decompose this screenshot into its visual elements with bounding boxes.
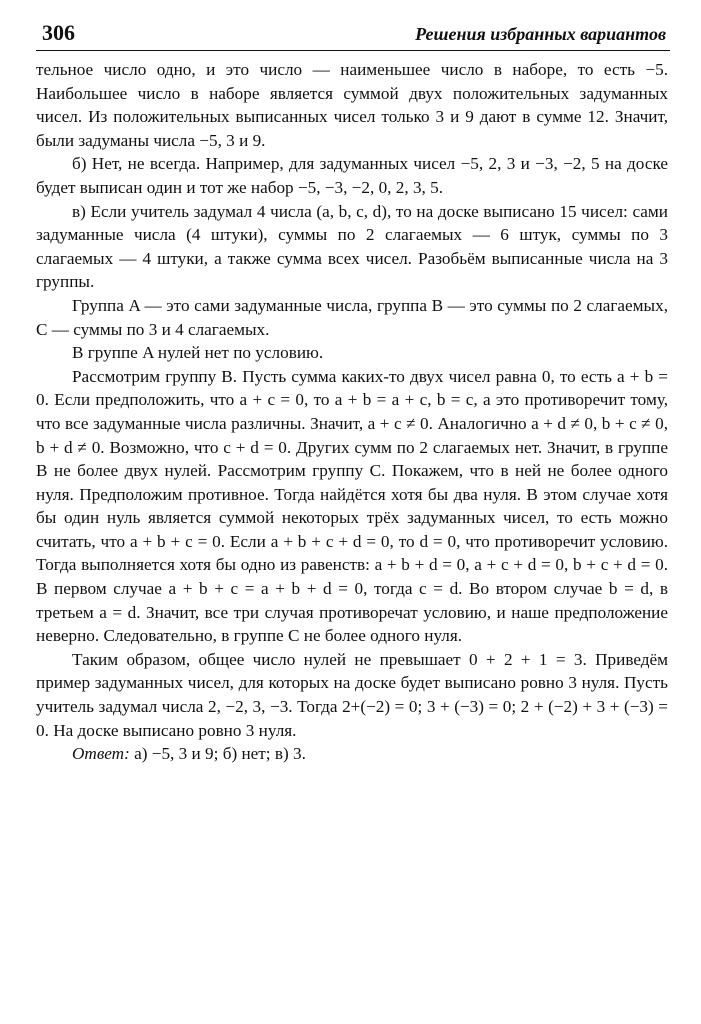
paragraph-part-b: б) Нет, не всегда. Например, для задуманных чисел −5, 2, 3 и −3, −2, 5 на доске будет выписан один и тот же набор −5, −3, −2, 0, 2, 3, 5. bbox=[36, 154, 668, 197]
paragraph-group-a: В группе A нулей нет по условию. bbox=[72, 343, 324, 363]
paragraph-part-c: в) Если учитель задумал 4 числа (a, b, c, d), то на доске выписано 15 чисел: сами задуманные числа (4 штуки), суммы по 2 слагаемых — 6 штук, суммы по 3 слагаемых — 4 штуки, а также сумма всех чисел. Разобьём выписанные числа на 3 группы. bbox=[36, 201, 668, 292]
page-number: 306 bbox=[42, 20, 75, 45]
paragraph-continuation: тельное число одно, и это число — наименьшее число в наборе, то есть −5. Наибольшее число в наборе является суммой двух положительных задуманных чисел. Из положительных выписанных чисел только 3 и 9 дают в сумме 12. Значит, были задуманы числа −5, 3 и 9. bbox=[36, 60, 668, 150]
answer-text: а) −5, 3 и 9; б) нет; в) 3. bbox=[134, 744, 306, 764]
paragraph-group-b-c: Рассмотрим группу B. Пусть сумма каких-то двух чисел равна 0, то есть a + b = 0. Если предположить, что a + c = 0, то a + b = a + c, b = c, а это противоречит тому, что все задуманные числа различны. Значит, a + c ≠ 0. Аналогично a + d ≠ 0, b + c ≠ 0, b + d ≠ 0. Возможно, что c + d = 0. Других сумм по 2 слагаемых нет. Значит, в группе B не более двух нулей. Рассмотрим группу C. Покажем, что в ней не более одного нуля. Предположим противное. Тогда найдётся хотя бы два нуля. В этом случае хотя бы один нуль является суммой некоторых трёх задуманных чисел, то есть можно считать, что a + b + c = 0. Если a + b + c + d = 0, то d = 0, что противоречит условию. Тогда выполняется хотя бы одно из равенств: a + b + d = 0, a + c + d = 0, b + c + d = 0. В первом случае a + b + c = a + b + d = 0, тогда c = d. Во втором случае b = d, в третьем a = d. Значит, все три случая противоречат условию, и наше предположение неверно. Следовательно, в группе C не более одного нуля. bbox=[36, 366, 668, 646]
answer-paragraph bbox=[36, 742, 668, 766]
paragraph-conclusion: Таким образом, общее число нулей не превышает 0 + 2 + 1 = 3. Приведём пример задуманных чисел, для которых на доске будет выписано ровно 3 нуля. Пусть учитель задумал числа 2, −2, 3, −3. Тогда 2+(−2) = 0; 3 + (−3) = 0; 2 + (−2) + 3 + (−3) = 0. На доске выписано ровно 3 нуля. bbox=[36, 649, 668, 740]
paragraph-groups: Группа A — это сами задуманные числа, группа B — это суммы по 2 слагаемых, C — суммы по 3 и 4 слагаемых. bbox=[36, 295, 668, 339]
header-rule bbox=[36, 50, 670, 51]
running-header bbox=[36, 20, 670, 50]
body-text bbox=[36, 58, 668, 766]
section-title: Решения избранных вариантов bbox=[415, 24, 666, 44]
answer-label: Ответ: bbox=[72, 744, 130, 764]
